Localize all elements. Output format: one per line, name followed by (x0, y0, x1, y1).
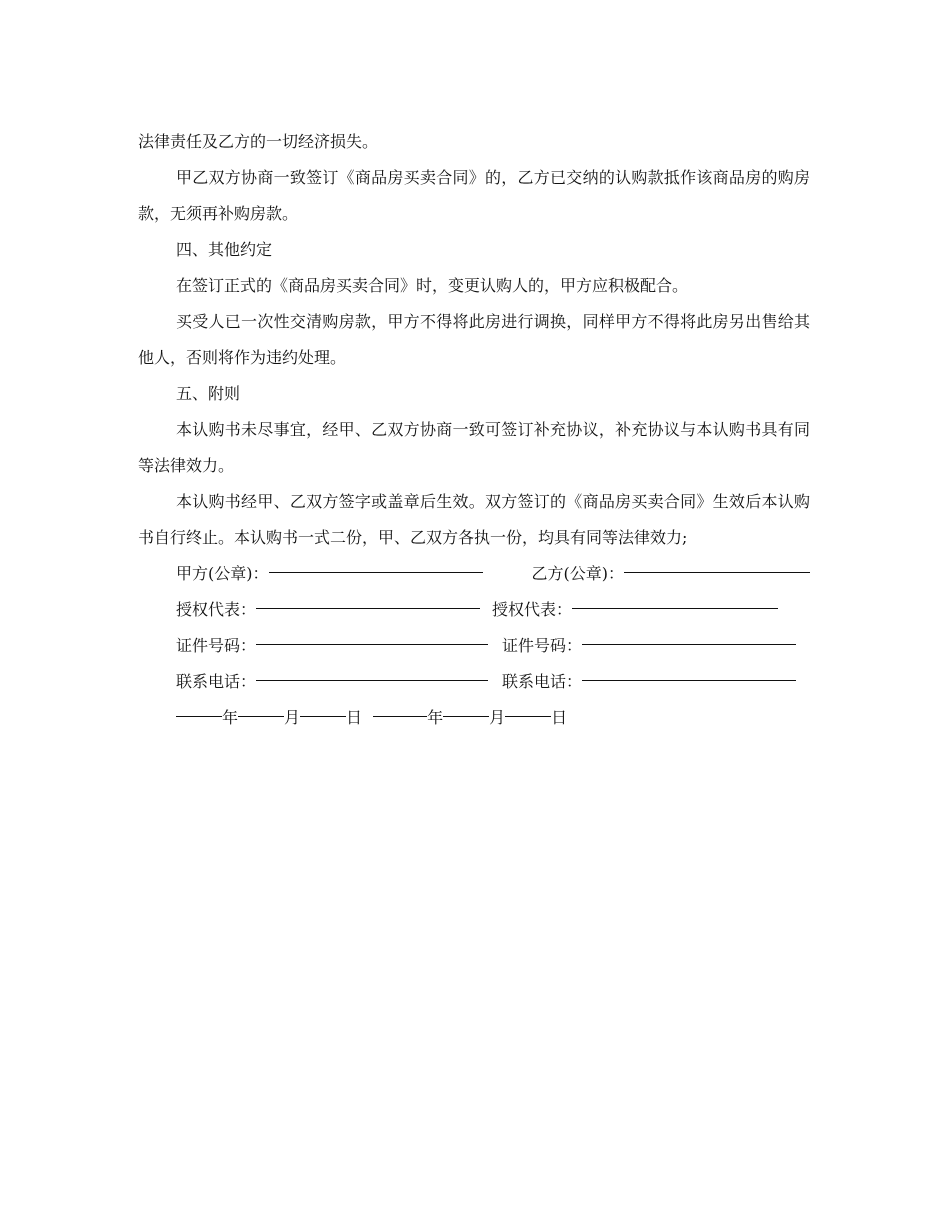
paragraph-effective: 本认购书经甲、乙双方签字或盖章后生效。双方签订的《商品房买卖合同》生效后本认购书自行终止。本认购书一式二份，甲、乙双方各执一份，均具有同等法律效力; (138, 492, 810, 547)
party-b-month-label: 月 (489, 708, 506, 727)
party-b-id-field[interactable] (582, 622, 796, 645)
party-b-phone-label: 联系电话： (502, 672, 583, 691)
paragraph-supplement: 本认购书未尽事宜，经甲、乙双方协商一致可签订补充协议，补充协议与本认购书具有同等法律效力。 (138, 420, 810, 475)
party-b-rep-field[interactable] (572, 586, 778, 609)
party-b-phone-field[interactable] (582, 658, 796, 681)
party-a-rep-label: 授权代表： (176, 600, 257, 619)
party-a-id-label: 证件号码： (176, 636, 257, 655)
party-b-day-label: 日 (551, 708, 568, 727)
document-page (138, 124, 810, 736)
party-a-month-field[interactable] (238, 694, 284, 717)
party-b-day-field[interactable] (505, 694, 551, 717)
party-b-seal-label: 乙方(公章)： (531, 564, 624, 583)
party-a-id-field[interactable] (256, 622, 488, 645)
party-b-year-label: 年 (427, 708, 444, 727)
paragraph-no-exchange: 买受人已一次性交清购房款，甲方不得将此房进行调换，同样甲方不得将此房另出售给其他人，否则将作为违约处理。 (138, 312, 810, 367)
party-a-year-field[interactable] (176, 694, 222, 717)
section-heading-other: 四、其他约定 (176, 240, 273, 259)
party-a-seal-field[interactable] (269, 550, 483, 573)
party-a-seal-label: 甲方(公章)： (176, 564, 269, 583)
party-b-seal-field[interactable] (624, 550, 810, 573)
party-a-year-label: 年 (222, 708, 239, 727)
party-a-day-field[interactable] (300, 694, 346, 717)
party-a-rep-field[interactable] (256, 586, 480, 609)
party-a-month-label: 月 (284, 708, 301, 727)
party-b-month-field[interactable] (443, 694, 489, 717)
party-b-rep-label: 授权代表： (492, 600, 573, 619)
paragraph-change-buyer: 在签订正式的《商品房买卖合同》时，变更认购人的，甲方应积极配合。 (176, 276, 689, 295)
party-a-phone-field[interactable] (256, 658, 488, 681)
date-row (138, 700, 810, 736)
party-a-day-label: 日 (346, 708, 363, 727)
paragraph-liability: 法律责任及乙方的一切经济损失。 (138, 132, 379, 151)
party-a-phone-label: 联系电话： (176, 672, 257, 691)
party-b-year-field[interactable] (373, 694, 427, 717)
party-b-id-label: 证件号码： (502, 636, 583, 655)
section-heading-appendix: 五、附则 (176, 384, 241, 403)
paragraph-contract-payment: 甲乙双方协商一致签订《商品房买卖合同》的，乙方已交纳的认购款抵作该商品房的购房款，无须再补购房款。 (138, 168, 810, 223)
